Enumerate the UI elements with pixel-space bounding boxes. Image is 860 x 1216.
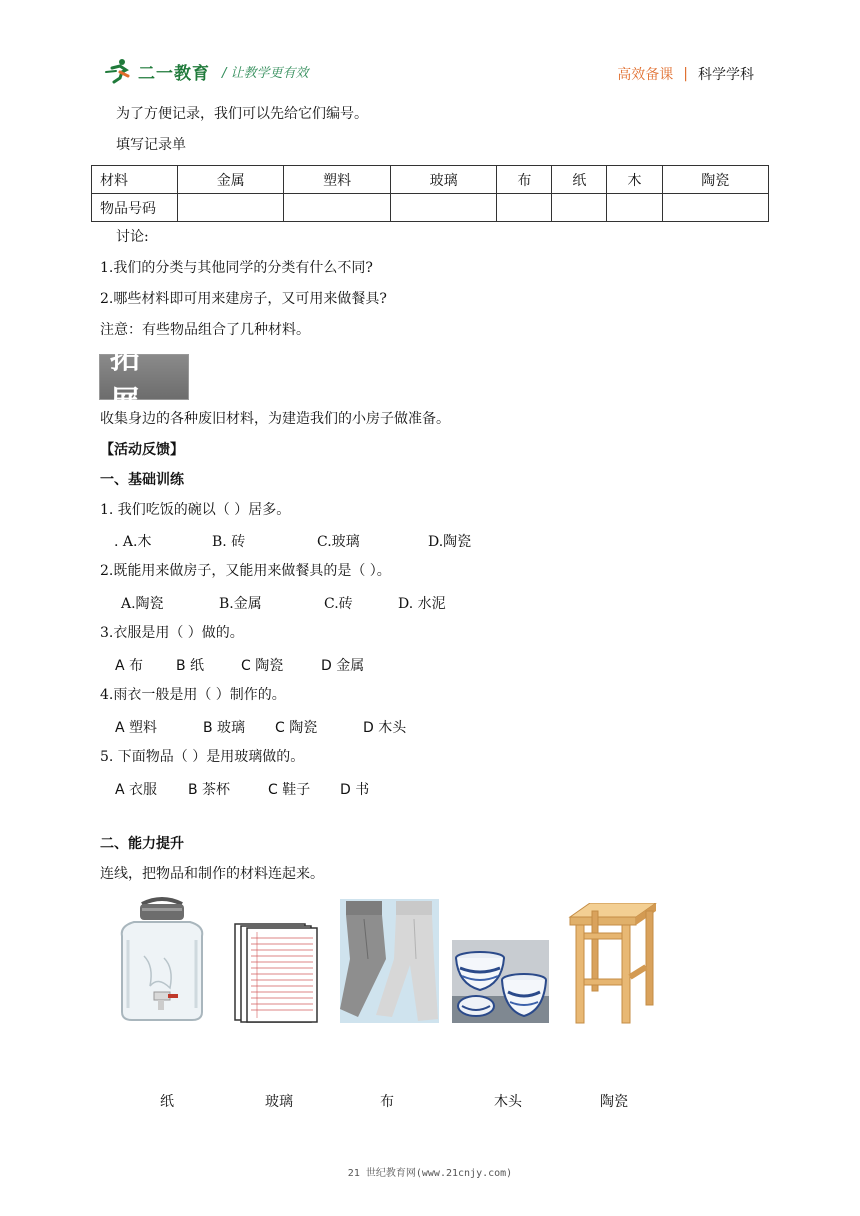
table-header-cell: 材料 (92, 166, 178, 194)
q3-option-a[interactable]: A 布 (115, 658, 144, 674)
table-cell[interactable] (497, 194, 552, 222)
extension-text: 收集身边的各种废旧材料，为建造我们的小房子做准备。 (100, 411, 450, 427)
table-row (92, 194, 769, 222)
q5-option-a[interactable]: A 衣服 (115, 782, 158, 798)
q5-option-b[interactable]: B 茶杯 (188, 782, 231, 798)
q3-option-c[interactable]: C 陶瓷 (241, 658, 284, 674)
header-course-info (617, 64, 754, 84)
q1-option-d[interactable]: D.陶瓷 (428, 534, 472, 550)
q3-option-d[interactable]: D 金属 (321, 658, 365, 674)
table-cell[interactable] (607, 194, 662, 222)
cloth-pants-icon[interactable] (340, 899, 439, 1027)
record-table (91, 165, 769, 222)
table-header-cell: 金属 (178, 166, 284, 194)
table-header-cell: 陶瓷 (662, 166, 769, 194)
table-header-row (92, 166, 769, 194)
material-label[interactable]: 布 (380, 1094, 394, 1110)
logo-text: 二一教育 (138, 63, 210, 84)
q1-option-b[interactable]: B. 砖 (212, 534, 246, 550)
table-header-cell: 塑料 (284, 166, 390, 194)
feedback-title: 【活动反馈】 (100, 442, 184, 458)
matching-instruction: 连线，把物品和制作的材料连起来。 (100, 866, 324, 882)
intro-line: 为了方便记录，我们可以先给它们编号。 (116, 106, 368, 122)
discussion-q2: 2.哪些材料即可用来建房子，又可用来做餐具? (100, 291, 387, 307)
discussion-q1: 1.我们的分类与其他同学的分类有什么不同? (100, 260, 373, 276)
discussion-title: 讨论: (116, 229, 149, 245)
q3-option-b[interactable]: B 纸 (176, 658, 205, 674)
q4-option-d[interactable]: D 木头 (363, 720, 407, 736)
q4-option-b[interactable]: B 玻璃 (203, 720, 246, 736)
q2-option-b[interactable]: B.金属 (219, 596, 262, 612)
q2-option-d[interactable]: D. 水泥 (398, 596, 446, 612)
q1-option-a[interactable]: . A.木 (114, 534, 152, 550)
runner-logo-icon (104, 58, 134, 84)
course-label: 高效备课 (617, 67, 674, 83)
table-cell[interactable] (662, 194, 769, 222)
question-1-stem: 1. 我们吃饭的碗以（ ）居多。 (100, 502, 291, 518)
wooden-stool-icon[interactable] (568, 903, 658, 1029)
q4-option-c[interactable]: C 陶瓷 (275, 720, 318, 736)
table-cell[interactable] (178, 194, 284, 222)
table-header-cell: 玻璃 (390, 166, 496, 194)
material-label[interactable]: 玻璃 (265, 1094, 293, 1110)
q2-option-a[interactable]: A.陶瓷 (121, 596, 164, 612)
q2-option-c[interactable]: C.砖 (324, 596, 353, 612)
ceramic-bowls-icon[interactable] (452, 940, 549, 1027)
question-5-stem: 5. 下面物品（ ）是用玻璃做的。 (100, 749, 305, 765)
extension-badge: 拓展 (99, 354, 189, 400)
table-header-cell: 布 (497, 166, 552, 194)
page-footer: 21 世纪教育网(www.21cnjy.com) (347, 1168, 513, 1179)
table-header-cell: 木 (607, 166, 662, 194)
section-basic-title: 一、基础训练 (100, 472, 184, 488)
q5-option-c[interactable]: C 鞋子 (268, 782, 311, 798)
q4-option-a[interactable]: A 塑料 (115, 720, 158, 736)
question-3-stem: 3.衣服是用（ ）做的。 (100, 625, 244, 641)
table-cell[interactable] (390, 194, 496, 222)
site-logo (104, 58, 309, 84)
header-separator: | (683, 66, 688, 82)
table-header-cell: 纸 (552, 166, 607, 194)
table-cell[interactable] (284, 194, 390, 222)
row-label: 物品号码 (92, 194, 178, 222)
question-4-stem: 4.雨衣一般是用（ ）制作的。 (100, 687, 286, 703)
subject-label: 科学学科 (698, 67, 754, 83)
discussion-note: 注意：有些物品组合了几种材料。 (100, 322, 310, 338)
material-label[interactable]: 陶瓷 (600, 1094, 628, 1110)
section-ability-title: 二、能力提升 (100, 836, 184, 852)
q5-option-d[interactable]: D 书 (340, 782, 370, 798)
table-cell[interactable] (552, 194, 607, 222)
question-2-stem: 2.既能用来做房子，又能用来做餐具的是（ ）。 (100, 563, 391, 579)
material-label[interactable]: 木头 (494, 1094, 522, 1110)
glass-jar-icon[interactable] (114, 896, 210, 1028)
slogan: / 让教学更有效 (222, 65, 309, 81)
paper-notebook-icon[interactable] (233, 922, 319, 1028)
q1-option-c[interactable]: C.玻璃 (317, 534, 360, 550)
material-label[interactable]: 纸 (160, 1094, 174, 1110)
table-title: 填写记录单 (116, 137, 186, 153)
